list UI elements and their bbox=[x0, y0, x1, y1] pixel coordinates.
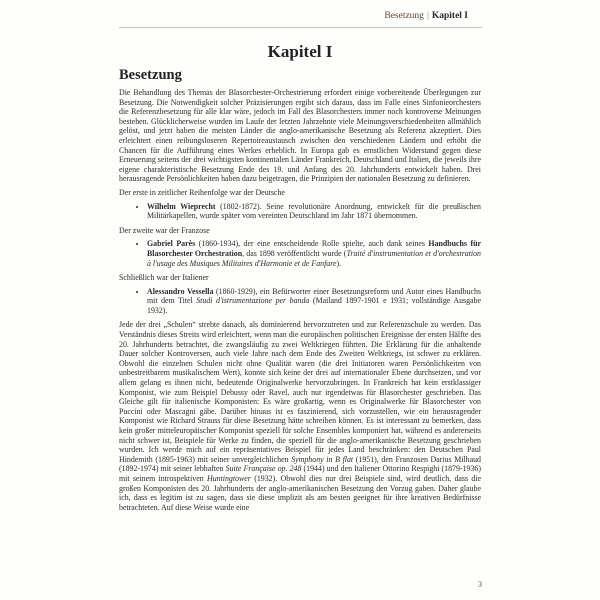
text-vessella-a: (1860-1929), ein Befürworter einer Besetzungsreform und Autor eines Handbuchs mit dem Titel bbox=[147, 286, 481, 306]
name-wieprecht: Wilhelm Wieprecht bbox=[147, 201, 216, 211]
name-vessella: Alessandro Vessella bbox=[147, 286, 214, 296]
work-milhaud: Suite Française op. 248 bbox=[225, 464, 302, 474]
long-text-a: Jede der drei „Schulen“ strebte danach, als dominierend hervorzutreten und zur Referenzschule zu werden. Das Verständnis dieses Streits wird erleichtert, wenn man die europäischen politischen Ereignisse der ersten Hälfte des 20. Jahrhunderts betrachtet, die zwangsläufig zu zwei Weltkriegen führten. Die Erklärung für die anhaltende Dauer solcher Kontroversen, auch viele Jahre nach dem Ende des Zweiten Weltkriegs, ist schwer zu erklären. Obwohl die einzelnen Schulen nicht ohne Qualität waren (die drei Initiatoren waren Persönlichkeiten von unbestreitbarem musikalischem Wert), konnte sich keine der drei auf internationaler Ebene durchsetzen, und vor allem gelang es ihnen nicht, bedeutende Originalwerke hervorzubringen. In Frankreich hat kein erstklassiger Komponist, wie zum Beispiel Debussy oder Ravel, auch nur irgendetwas für Blasorchester geschrieben. Das Gleiche gilt für italienische Komponisten: Es wäre großartig, wenn es Originalwerke für Blasorchester von Puccini oder Mascagni gäbe. Darüber hinaus ist es faszinierend, sich vorzustellen, wie ein herausragender Komponist wie Richard Strauss für diese Besetzung hätte schreiben können. Es ist interessant zu bemerken, dass kein großer mitteleuropäischer Komponist speziell für solche Ensembles komponiert hat, während es andererseits nicht schwer ist, Beispiele für Werke zu finden, die speziell für die anglo-amerikanische Besetzung geschrieben wurden. Ich werde mich auf ein repräsentatives Beispiel für jedes Land beschränken: den Deutschen Paul Hindemith (1895-1963) mit seiner unvergleichlichen bbox=[119, 320, 481, 464]
text-pares-c: ). bbox=[336, 258, 342, 268]
header-rule bbox=[119, 27, 482, 28]
work-respighi: Huntingtower bbox=[207, 473, 251, 483]
text-wieprecht: (1802-1872). Seine revolutionäre Anordnung, entwickelt für die preußischen Militärkapellen, wurde später vom vereinten Deutschland im Jahr 1871 übernommen. bbox=[147, 201, 481, 221]
book-title-pares: Traité d'instrumentation et d'orchestration à l'usage des Musiques Militaires d'Harmonie et de Fanfare bbox=[147, 248, 481, 268]
bullet-list-italian bbox=[119, 287, 481, 316]
running-header-separator: | bbox=[426, 11, 429, 21]
running-header bbox=[384, 11, 468, 21]
page-number: 3 bbox=[478, 580, 482, 589]
running-header-section: Besetzung bbox=[384, 11, 424, 21]
work-hindemith: Symphony in B flat bbox=[291, 454, 354, 464]
text-pares-a: (1860-1934), der eine entscheidende Rolle spielte, auch dank seines bbox=[195, 239, 429, 249]
intro-paragraph: Die Behandlung des Themas der Blasorchester-Orchestrierung erfordert einige vorbereitende Überlegungen zur Besetzung. Die Notwendigkeit solcher Präzisierungen ergibt sich daraus, dass im Falle eines Sinfonieorchesters die Referenzbesetzung für alle klar wäre, jedoch im Fall des Blasorchesters immer noch kontroverse Meinungen bestehen. Glücklicherweise wurden im Laufe der letzten Jahrzehnte viele Meinungsverschiedenheiten allmählich gelöst, und jetzt haben die meisten Länder die anglo-amerikanische Besetzung als Referenz akzeptiert. Dies erleichtert einen reibungsloseren Repertoireaustausch zwischen den verschiedenen Ländern und erhöht die Chancen für die Aufführung eines Werkes erheblich. In Europa gab es ernstlichen Widerstand gegen diese Erneuerung seitens der drei wichtigsten kontinentalen Länder Frankreich, Deutschland und Italien, die jeweils ihre eigene charakteristische Besetzung Ende des 19. und Anfang des 20. Jahrhunderts entwickelt haben. Drei herausragende Persönlichkeiten haben dazu beigetragen, die Prinzipien der nationalen Besetzung zu definieren. bbox=[119, 88, 481, 184]
chapter-title: Kapitel I bbox=[267, 42, 333, 61]
lead-german: Der erste in zeitlicher Reihenfolge war der Deutsche bbox=[119, 187, 285, 197]
section-title: Besetzung bbox=[119, 67, 182, 83]
bullet-vessella bbox=[147, 287, 481, 316]
bullet-pares bbox=[147, 239, 481, 268]
long-text-d: (1932). Obwohl dies nur drei Beispiele sind, wird deutlich, dass die großen Komponisten des 20. Jahrhunderts der anglo-amerikanischen Besetzung den Vorzug gaben. Daher glaube ich, dass es legitim ist zu sagen, dass sie diese implizit als am besten geeignet für ihre kreativen Bedürfnisse betrachteten. Auf diese Weise wurde eine bbox=[119, 473, 482, 512]
lead-italian: Schließlich war der Italiener bbox=[119, 273, 209, 283]
long-text-b: (1951), den Franzosen Darius Milhaud (1892-1974) mit seiner lebhaften bbox=[119, 454, 481, 474]
text-pares-b: , das 1898 veröffentlicht wurde ( bbox=[242, 248, 347, 258]
book-pares: Handbuchs für Blasorchester Orchestration bbox=[147, 239, 481, 258]
bullet-list-french bbox=[119, 239, 481, 268]
running-header-chapter: Kapitel I bbox=[431, 11, 468, 21]
bullet-list-german bbox=[119, 202, 481, 221]
long-paragraph bbox=[119, 320, 481, 512]
text-vessella-b: (Mailand 1897-1901 e 1931; vollständige Ausgabe 1932). bbox=[147, 296, 481, 315]
bullet-wieprecht bbox=[147, 202, 481, 221]
body-text bbox=[119, 88, 481, 516]
long-text-c: (1944) und den Italiener Ottorino Respighi (1879-1936) mit seinem introspektiven bbox=[119, 464, 481, 483]
lead-french: Der zweite war der Franzose bbox=[119, 225, 210, 235]
book-title-vessella: Studi d'istrumentazione per banda bbox=[196, 296, 310, 306]
name-pares: Gabriel Parès bbox=[147, 239, 196, 249]
